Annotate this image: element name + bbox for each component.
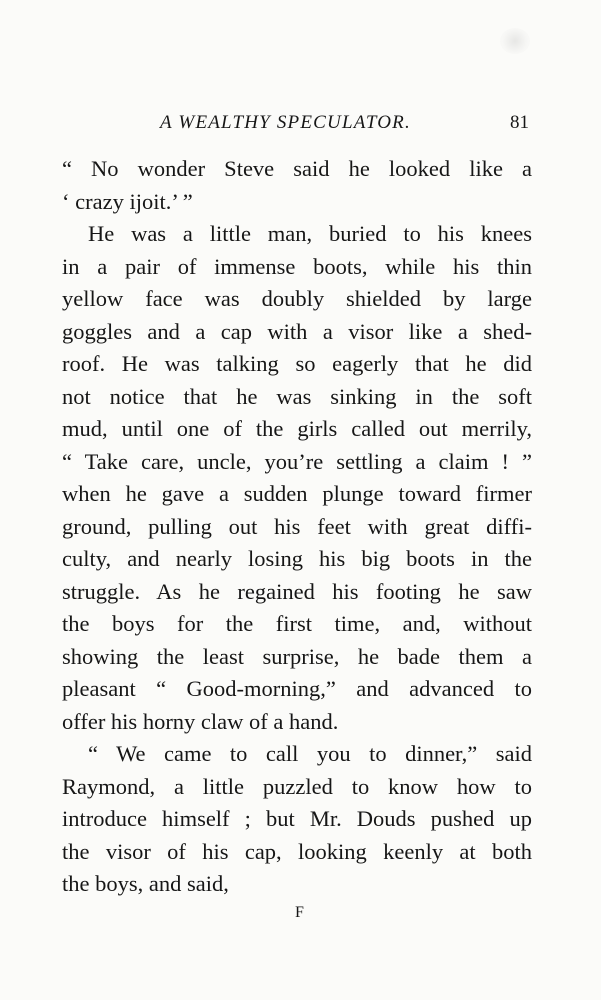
text-line: “ We came to call you to dinner,” said <box>88 741 532 766</box>
page-number: 81 <box>510 112 529 133</box>
text-line: offer his horny claw of a hand. <box>62 708 339 734</box>
body-text <box>62 153 532 901</box>
signature-mark: F <box>295 904 305 921</box>
text-line: pleasant “ Good-morning,” and advanced to <box>62 676 532 701</box>
text-line: mud, until one of the girls called out merrily, <box>62 416 532 441</box>
text-line: introduce himself ; but Mr. Douds pushed up <box>62 806 532 831</box>
text-line: roof. He was talking so eagerly that he did <box>62 351 532 376</box>
text-line: not notice that he was sinking in the soft <box>62 383 532 409</box>
running-title: A WEALTHY SPECULATOR. <box>160 112 411 133</box>
text-line: the visor of his cap, looking keenly at both <box>62 838 532 864</box>
text-line: yellow face was doubly shielded by large <box>62 286 532 311</box>
text-line: the boys for the first time, and, without <box>62 611 532 636</box>
text-line: culty, and nearly losing his big boots in the <box>62 546 532 571</box>
text-line: the boys, and said, <box>62 871 229 896</box>
text-line: ground, pulling out his feet with great diffi- <box>62 513 532 539</box>
text-line: Raymond, a little puzzled to know how to <box>62 773 532 799</box>
text-line: He was a little man, buried to his knees <box>88 221 532 246</box>
text-line: “ No wonder Steve said he looked like a <box>62 156 532 181</box>
text-line: struggle. As he regained his footing he saw <box>62 578 532 604</box>
text-line: showing the least surprise, he bade them a <box>62 643 532 669</box>
text-line: ‘ crazy ijoit.’ ” <box>62 188 193 214</box>
paper-speck <box>500 28 530 54</box>
text-line: goggles and a cap with a visor like a shed- <box>62 318 532 344</box>
text-line: when he gave a sudden plunge toward firmer <box>62 481 532 506</box>
text-line: in a pair of immense boots, while his thin <box>62 253 532 279</box>
text-line: “ Take care, uncle, you’re settling a claim ! ” <box>62 448 532 474</box>
